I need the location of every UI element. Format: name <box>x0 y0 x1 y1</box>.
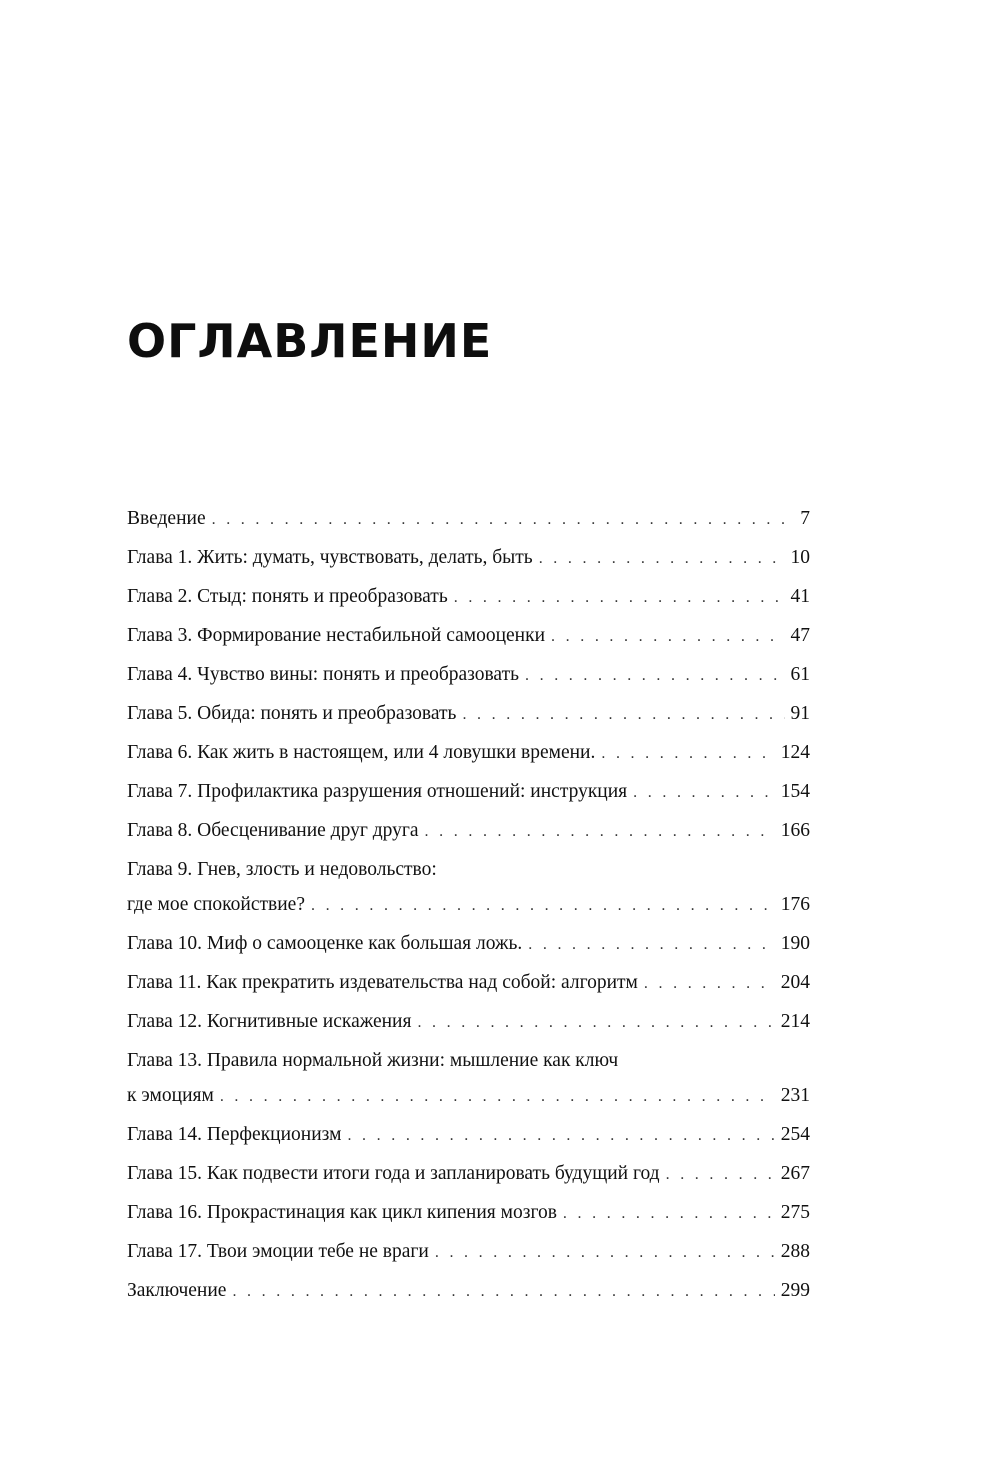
dot-leader <box>454 583 785 613</box>
toc-entry-page: 91 <box>790 703 810 724</box>
toc-entry-title: Глава 1. Жить: думать, чувствовать, делать, быть <box>127 547 533 568</box>
toc-entry-page: 41 <box>790 586 810 607</box>
dot-leader <box>435 1238 775 1268</box>
dot-leader <box>551 622 784 652</box>
toc-entry-chapter-1[interactable] <box>127 543 810 582</box>
toc-entry-chapter-16[interactable] <box>127 1198 810 1237</box>
toc-entry-title: Глава 11. Как прекратить издевательства над собой: алгоритм <box>127 972 638 993</box>
toc-entry-page: 124 <box>780 742 810 763</box>
toc-entry-title: Заключение <box>127 1280 227 1301</box>
toc-entry-chapter-10[interactable] <box>127 929 810 968</box>
toc-entry-page: 299 <box>780 1280 810 1301</box>
toc-entry-chapter-11[interactable] <box>127 968 810 1007</box>
toc-entry-chapter-4[interactable] <box>127 660 810 699</box>
toc-entry-page: 267 <box>780 1163 810 1184</box>
toc-entry-page: 275 <box>780 1202 810 1223</box>
toc-entry-chapter-9[interactable] <box>127 855 810 929</box>
toc-entry-title: Глава 13. Правила нормальной жизни: мышление как ключ <box>127 1050 619 1071</box>
toc-entry-title: Глава 10. Миф о самооценке как большая ложь. <box>127 933 523 954</box>
dot-leader <box>220 1082 775 1112</box>
toc-entry-chapter-7[interactable] <box>127 777 810 816</box>
toc-entry-title: Глава 3. Формирование нестабильной самооценки <box>127 625 546 646</box>
toc-entry-chapter-6[interactable] <box>127 738 810 777</box>
dot-leader <box>525 661 785 691</box>
toc-entry-title: Глава 6. Как жить в настоящем, или 4 ловушки времени. <box>127 742 596 763</box>
toc-entry-title: Глава 12. Когнитивные искажения <box>127 1011 412 1032</box>
dot-leader <box>666 1160 775 1190</box>
toc-entry-page: 254 <box>780 1124 810 1145</box>
dot-leader <box>633 778 775 808</box>
toc-entry-page: 176 <box>780 894 810 915</box>
toc-entry-chapter-2[interactable] <box>127 582 810 621</box>
toc-entry-conclusion[interactable] <box>127 1276 810 1315</box>
dot-leader <box>232 1277 774 1307</box>
toc-entry-title: Глава 15. Как подвести итоги года и запланировать будущий год <box>127 1163 660 1184</box>
dot-leader <box>347 1121 774 1151</box>
toc-entry-chapter-5[interactable] <box>127 699 810 738</box>
toc-entry-page: 214 <box>780 1011 810 1032</box>
toc-entry-title: Глава 8. Обесценивание друг друга <box>127 820 419 841</box>
toc-entry-page: 154 <box>780 781 810 802</box>
toc-entry-title: Глава 2. Стыд: понять и преобразовать <box>127 586 448 607</box>
dot-leader <box>563 1199 775 1229</box>
toc-entry-title: Глава 16. Прокрастинация как цикл кипения мозгов <box>127 1202 557 1223</box>
toc-entry-title: Глава 4. Чувство вины: понять и преобразовать <box>127 664 519 685</box>
toc-entry-page: 61 <box>790 664 810 685</box>
toc-entry-page: 204 <box>780 972 810 993</box>
toc-entry-page: 10 <box>790 547 810 568</box>
toc-entry-chapter-13[interactable] <box>127 1046 810 1120</box>
dot-leader <box>528 930 775 960</box>
dot-leader <box>644 969 775 999</box>
page-title: ОГЛАВЛЕНИЕ <box>127 314 493 368</box>
toc-entry-title: Введение <box>127 508 206 529</box>
toc-entry-title-continuation: где мое спокойствие? <box>127 894 305 915</box>
toc-entry-page: 190 <box>780 933 810 954</box>
toc-entry-title: Глава 5. Обида: понять и преобразовать <box>127 703 457 724</box>
toc-entry-page: 47 <box>790 625 810 646</box>
toc-entry-chapter-17[interactable] <box>127 1237 810 1276</box>
toc-entry-title: Глава 7. Профилактика разрушения отношений: инструкция <box>127 781 628 802</box>
toc-entry-page: 288 <box>780 1241 810 1262</box>
toc-entry-chapter-14[interactable] <box>127 1120 810 1159</box>
toc-entry-chapter-15[interactable] <box>127 1159 810 1198</box>
toc-entry-introduction[interactable] <box>127 504 810 543</box>
toc-entry-page: 231 <box>780 1085 810 1106</box>
toc-entry-page: 7 <box>800 508 810 529</box>
toc-entry-chapter-3[interactable] <box>127 621 810 660</box>
dot-leader <box>417 1008 774 1038</box>
toc-entry-page: 166 <box>780 820 810 841</box>
toc-entry-title: Глава 17. Твои эмоции тебе не враги <box>127 1241 429 1262</box>
toc-entry-chapter-12[interactable] <box>127 1007 810 1046</box>
toc-entry-title: Глава 14. Перфекционизм <box>127 1124 342 1145</box>
dot-leader <box>601 739 774 769</box>
dot-leader <box>539 544 785 574</box>
toc-entry-chapter-8[interactable] <box>127 816 810 855</box>
dot-leader <box>212 505 795 535</box>
toc-entry-title-continuation: к эмоциям <box>127 1085 214 1106</box>
dot-leader <box>425 817 775 847</box>
table-of-contents <box>127 504 810 1315</box>
dot-leader <box>462 700 784 730</box>
toc-entry-title: Глава 9. Гнев, злость и недовольство: <box>127 859 437 880</box>
dot-leader <box>311 891 775 921</box>
